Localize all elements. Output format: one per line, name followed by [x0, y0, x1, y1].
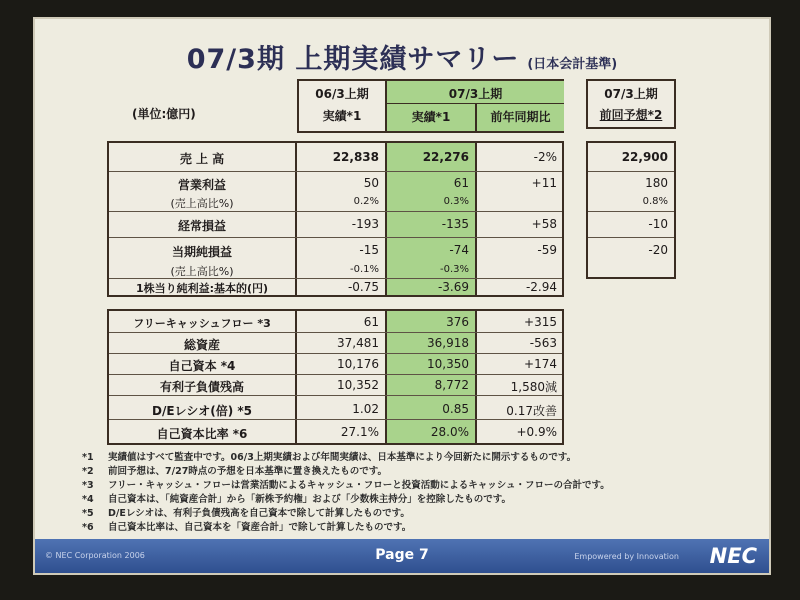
cell-value: 0.85 [442, 402, 469, 416]
cell-value: -15 [359, 243, 379, 257]
cell-value: -74 [449, 243, 469, 257]
main-column-header [297, 79, 564, 133]
row-label: 有利子負債残高 [159, 380, 244, 394]
col1-header-top: 06/3上期 [315, 87, 369, 101]
col3-header-bottom: 前年同期比 [490, 110, 551, 124]
cell-value: -0.75 [347, 280, 379, 294]
forecast-value: 22,900 [621, 150, 668, 164]
results-table [107, 141, 564, 297]
footnote-text: 実績値はすべて監査中です。06/3上期実績および年間実績は、日本基準により今回新たに開示するものです。 [108, 452, 577, 463]
title-subtitle: (日本会計基準) [527, 57, 618, 72]
cell-value: 22,276 [422, 150, 469, 164]
footnote [82, 493, 610, 507]
row-label: 売 上 高 [179, 152, 225, 166]
cell-value: 10,176 [337, 357, 379, 371]
cell-value: 37,481 [337, 336, 379, 350]
footnote-mark: *1 [82, 452, 94, 463]
row-label: D/Eレシオ(倍) *5 [151, 404, 252, 418]
cell-value: 8,772 [434, 378, 469, 392]
forecast-value: -10 [648, 217, 668, 231]
forecast-value: 180 [645, 176, 668, 190]
forecast-value: -20 [648, 243, 668, 257]
cell-value: +174 [524, 357, 557, 371]
footnote [82, 451, 610, 465]
row-label: 営業利益 [177, 178, 226, 192]
footnote [82, 465, 610, 479]
cell-value: 61 [363, 315, 379, 329]
footnote-text: 前回予想は、7/27時点の予想を日本基準に置き換えたものです。 [108, 466, 388, 477]
footnote [82, 507, 610, 521]
footnote-text: 自己資本比率は、自己資本を「資産合計」で除して計算したものです。 [108, 522, 412, 533]
col4-header-top: 07/3上期 [604, 87, 658, 101]
cell-value: 36,918 [427, 336, 469, 350]
cell-value: -0.1% [349, 264, 379, 275]
slide-title [35, 37, 769, 76]
forecast-column-header [586, 79, 676, 129]
nec-logo: NEC [709, 544, 757, 568]
cell-value: 0.3% [443, 196, 469, 207]
col23-header-top: 07/3上期 [448, 87, 503, 101]
footnote-mark: *3 [82, 480, 94, 491]
row-label: 当期純損益 [171, 245, 232, 259]
tagline-text: Empowered by Innovation [574, 552, 679, 561]
cell-value: 10,352 [337, 378, 379, 392]
cell-value: +11 [531, 176, 557, 190]
cell-value: -193 [351, 217, 379, 231]
footnote-mark: *4 [82, 494, 94, 505]
footnote-text: 自己資本は、「純資産合計」から「新株予約権」および「少数株主持分」を控除したものです。 [108, 494, 511, 505]
row-label: 自己資本 *4 [168, 359, 236, 373]
row-label: 経常損益 [177, 219, 226, 233]
slide-footer [35, 539, 769, 573]
cell-value: -2.94 [525, 280, 557, 294]
row-label: (売上高比%) [170, 265, 234, 278]
row-label: 1株当り純利益:基本的(円) [135, 282, 269, 295]
footnote-mark: *5 [82, 508, 94, 519]
col1-header-bottom: 実績*1 [322, 109, 362, 123]
col2-header-bottom: 実績*1 [411, 110, 451, 124]
cell-value: -3.69 [437, 280, 469, 294]
cell-value: +0.9% [516, 425, 557, 439]
cell-value: +58 [531, 217, 557, 231]
cell-value: -59 [537, 243, 557, 257]
cell-value: -0.3% [439, 264, 469, 275]
cell-value: +315 [524, 315, 557, 329]
footnote [82, 479, 610, 493]
cell-value: 1,580減 [510, 380, 557, 394]
cell-value: 1.02 [352, 402, 379, 416]
cell-value: 61 [453, 176, 469, 190]
footnote-text: D/Eレシオは、有利子負債残高を自己資本で除して計算したものです。 [108, 508, 410, 519]
footnote-mark: *6 [82, 522, 94, 533]
cell-value: -2% [533, 150, 557, 164]
row-label: 総資産 [183, 338, 220, 352]
balance-table [107, 309, 564, 445]
cell-value: -563 [529, 336, 557, 350]
presentation-slide [33, 17, 771, 575]
row-label: 自己資本比率 *6 [156, 427, 248, 441]
footnotes [82, 451, 610, 535]
cell-value: 22,838 [332, 150, 379, 164]
col4-header-bottom: 前回予想*2 [599, 108, 663, 122]
cell-value: 10,350 [427, 357, 469, 371]
cell-value: -135 [441, 217, 469, 231]
row-label: (売上高比%) [170, 197, 234, 210]
copyright-text: © NEC Corporation 2006 [45, 551, 145, 560]
cell-value: 0.17改善 [506, 404, 557, 418]
cell-value: 0.2% [353, 196, 379, 207]
unit-label: (単位:億円) [132, 107, 196, 121]
footnote [82, 521, 610, 535]
footnote-mark: *2 [82, 466, 94, 477]
cell-value: 50 [363, 176, 379, 190]
title-main: 07/3期 上期実績サマリー [186, 44, 520, 75]
cell-value: 27.1% [340, 425, 379, 439]
forecast-table [586, 141, 676, 279]
forecast-value: 0.8% [642, 196, 668, 207]
cell-value: 28.0% [430, 425, 469, 439]
cell-value: 376 [446, 315, 469, 329]
footnote-text: フリー・キャッシュ・フローは営業活動によるキャッシュ・フローと投資活動によるキャッシュ・フローの合計です。 [108, 480, 610, 491]
row-label: フリーキャッシュフロー *3 [133, 317, 271, 330]
page-number: Page 7 [375, 547, 429, 563]
